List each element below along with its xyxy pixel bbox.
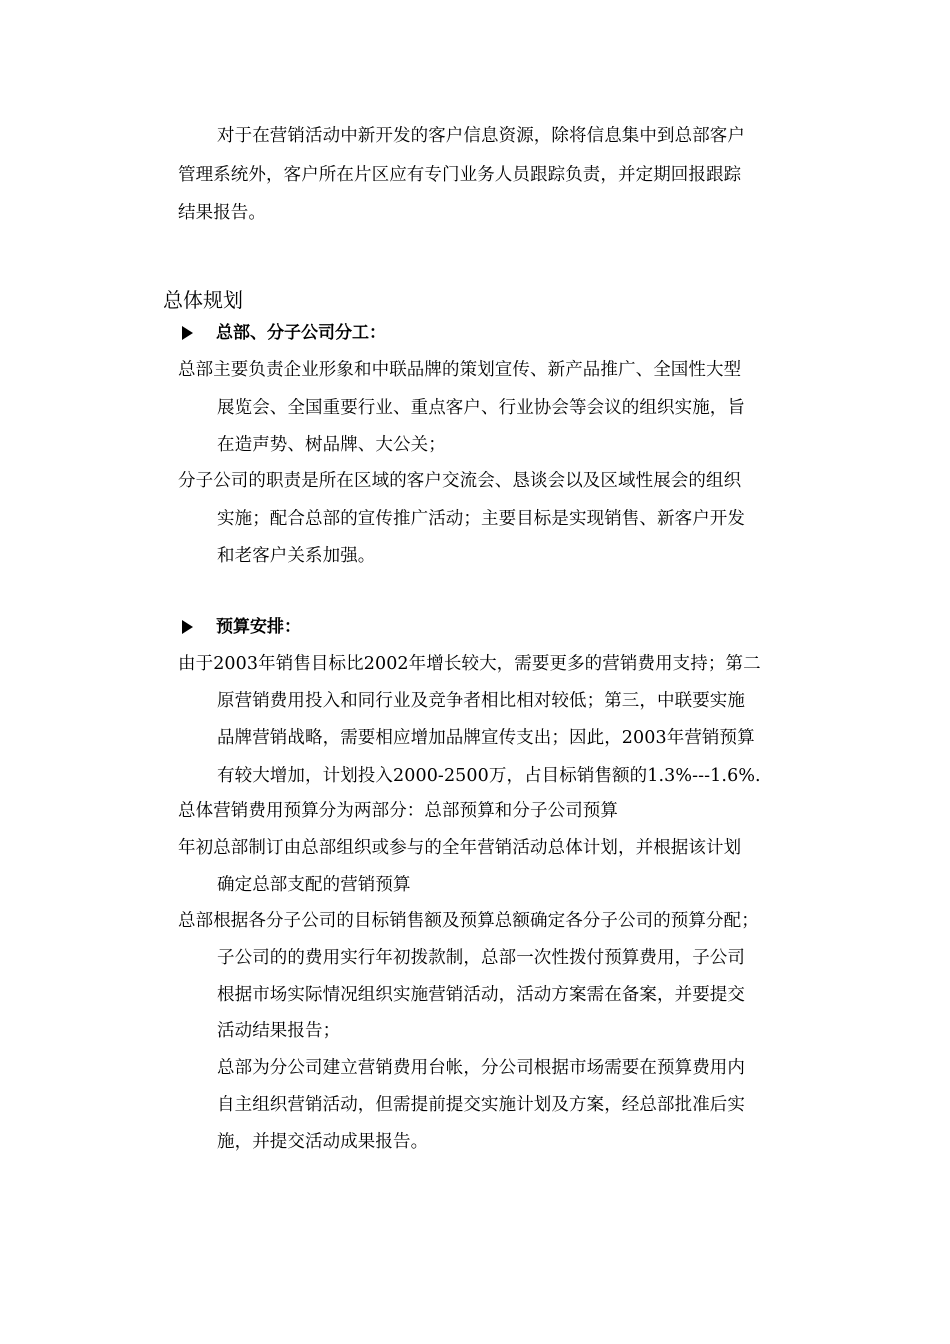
s1-p1-line-1: 总部主要负责企业形象和中联品牌的策划宣传、新产品推广、全国性大型 (178, 360, 742, 380)
section-heading: 总体规划 (163, 288, 243, 312)
s1-p1-line-2: 展览会、全国重要行业、重点客户、行业协会等会议的组织实施，旨 (217, 398, 745, 418)
s1-p2-line-2: 实施；配合总部的宣传推广活动；主要目标是实现销售、新客户开发 (217, 509, 745, 529)
s1-p2-line-1: 分子公司的职责是所在区域的客户交流会、恳谈会以及区域性展会的组织 (178, 471, 742, 491)
s2-p1-line-3: 品牌营销战略，需要相应增加品牌宣传支出；因此，2003年营销预算 (217, 728, 755, 748)
s2-p4-line-1: 总部根据各分子公司的目标销售额及预算总额确定各分子公司的预算分配； (178, 911, 759, 931)
section1-bullet-title: 总部、分子公司分工： (216, 323, 386, 343)
intro-line-3: 结果报告。 (178, 203, 266, 223)
arrow-bullet-icon (182, 620, 193, 634)
s2-p1-line-1: 由于2003年销售目标比2002年增长较大，需要更多的营销费用支持；第二 (178, 654, 761, 674)
s2-p4-line-4: 活动结果报告； (217, 1021, 341, 1041)
s2-p3-line-2: 确定总部支配的营销预算 (217, 875, 411, 895)
s2-p4-line-5: 总部为分公司建立营销费用台帐，分公司根据市场需要在预算费用内 (217, 1058, 745, 1078)
s1-p1-line-3: 在造声势、树品牌、大公关； (217, 435, 446, 455)
s2-p1-line-2: 原营销费用投入和同行业及竞争者相比相对较低；第三，中联要实施 (217, 691, 745, 711)
section2-bullet-title: 预算安排： (216, 617, 301, 637)
s2-p4-line-3: 根据市场实际情况组织实施营销活动，活动方案需在备案，并要提交 (217, 985, 745, 1005)
arrow-bullet-icon (182, 326, 193, 340)
s2-p4-line-6: 自主组织营销活动，但需提前提交实施计划及方案，经总部批准后实 (217, 1095, 745, 1115)
intro-line-1: 对于在营销活动中新开发的客户信息资源，除将信息集中到总部客户 (217, 126, 745, 146)
s2-p2-line-1: 总体营销费用预算分为两部分：总部预算和分子公司预算 (178, 801, 618, 821)
s2-p1-line-4: 有较大增加，计划投入2000-2500万，占目标销售额的1.3%---1.6%. (217, 766, 761, 786)
intro-line-2: 管理系统外，客户所在片区应有专门业务人员跟踪负责，并定期回报跟踪 (178, 165, 742, 185)
s2-p4-line-2: 子公司的的费用实行年初拨款制，总部一次性拨付预算费用，子公司 (217, 948, 745, 968)
s2-p4-line-7: 施，并提交活动成果报告。 (217, 1132, 429, 1152)
s1-p2-line-3: 和老客户关系加强。 (217, 546, 376, 566)
s2-p3-line-1: 年初总部制订由总部组织或参与的全年营销活动总体计划，并根据该计划 (178, 838, 742, 858)
